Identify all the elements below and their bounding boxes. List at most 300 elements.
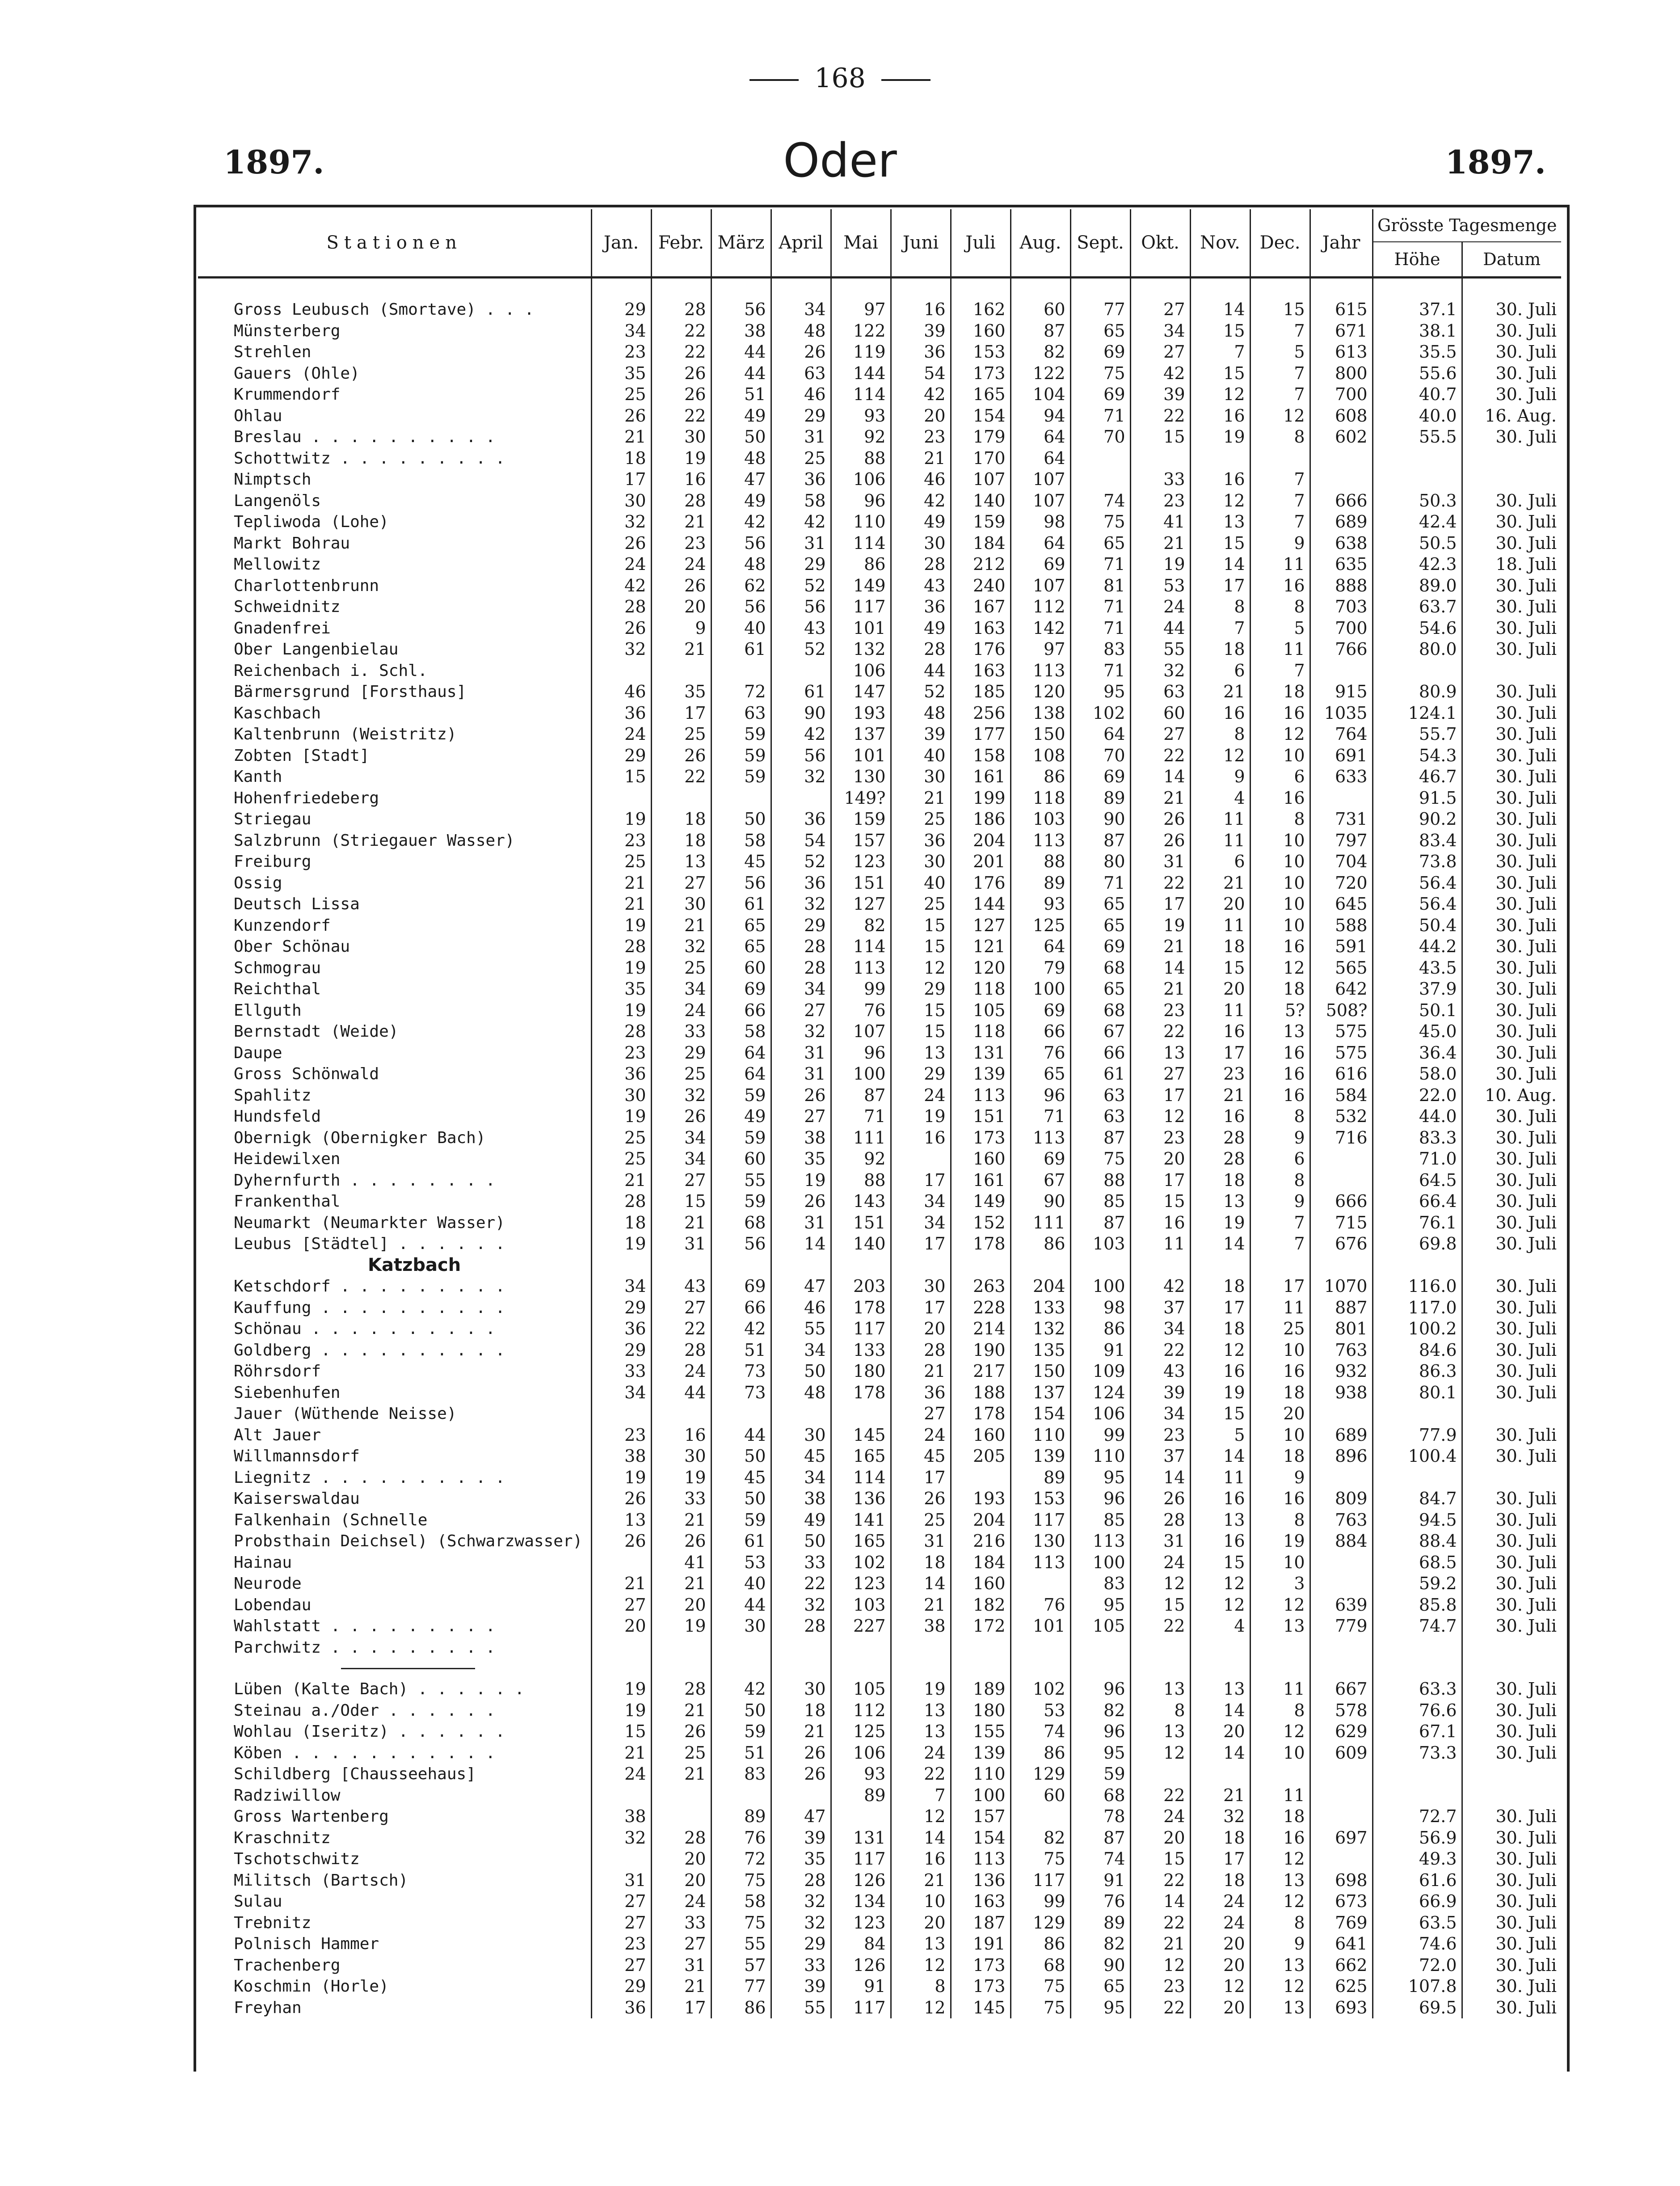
month-value: 178 xyxy=(831,1297,891,1319)
station-name: Deutsch Lissa xyxy=(234,895,360,913)
month-value: 21 xyxy=(591,873,651,894)
month-value: 26 xyxy=(651,1531,711,1552)
month-value: 35 xyxy=(591,363,651,384)
month-value: 46 xyxy=(591,681,651,703)
month-value: 21 xyxy=(1190,681,1250,703)
divider-cell xyxy=(1250,1658,1310,1679)
max-height: 85.8 xyxy=(1373,1595,1462,1616)
max-date: 30. Juli xyxy=(1462,1933,1561,1955)
month-value: 42 xyxy=(1130,363,1190,384)
max-height: 67.1 xyxy=(1373,1721,1462,1743)
month-value: 18 xyxy=(1190,1170,1250,1191)
max-date: 30. Juli xyxy=(1462,1531,1561,1552)
month-value: 89 xyxy=(711,1806,771,1827)
month-value: 140 xyxy=(951,490,1011,512)
month-value: 118 xyxy=(951,979,1011,1000)
month-value: 173 xyxy=(951,1955,1011,1976)
month-value: 17 xyxy=(1130,894,1190,915)
max-height: 73.8 xyxy=(1373,851,1462,873)
year-total: 715 xyxy=(1310,1212,1373,1234)
max-date: 30. Juli xyxy=(1462,1552,1561,1574)
month-value: 66 xyxy=(711,1000,771,1021)
month-value: 66 xyxy=(1070,1042,1130,1064)
month-value: 8 xyxy=(1250,1700,1310,1722)
month-value: 88 xyxy=(831,1170,891,1191)
month-value: 7 xyxy=(1250,1233,1310,1255)
month-value: 10 xyxy=(1250,894,1310,915)
month-value: 55 xyxy=(1130,639,1190,660)
month-value: 6 xyxy=(1250,1148,1310,1170)
station-row xyxy=(198,1785,1561,1806)
month-value: 69 xyxy=(711,1276,771,1297)
month-value: 100 xyxy=(951,1785,1011,1806)
year-total: 896 xyxy=(1310,1446,1373,1467)
year-total: 700 xyxy=(1310,618,1373,639)
month-value: 16 xyxy=(1250,788,1310,809)
spacer-cell xyxy=(771,278,831,300)
station-name: Steinau a./Oder . . . . . . xyxy=(234,1701,496,1720)
month-value: 98 xyxy=(1070,1297,1130,1319)
month-value: 131 xyxy=(831,1827,891,1849)
station-row xyxy=(198,1997,1561,2019)
month-value: 34 xyxy=(651,979,711,1000)
month-value: 100 xyxy=(1070,1276,1130,1297)
month-value: 86 xyxy=(831,554,891,575)
month-value: 94 xyxy=(1011,405,1070,427)
month-value: 25 xyxy=(891,894,951,915)
station-row xyxy=(198,1827,1561,1849)
divider-cell xyxy=(891,1658,951,1679)
month-value: 35 xyxy=(771,1148,831,1170)
max-height: 42.3 xyxy=(1373,554,1462,575)
month-value: 31 xyxy=(771,533,831,554)
month-value: 12 xyxy=(1250,1891,1310,1912)
month-value: 65 xyxy=(1070,533,1130,554)
month-value: 34 xyxy=(771,1467,831,1489)
month-value: 131 xyxy=(951,1042,1011,1064)
month-value: 56 xyxy=(711,299,771,321)
divider-cell xyxy=(951,1658,1011,1679)
station-row xyxy=(198,1616,1561,1637)
month-value: 12 xyxy=(1190,1340,1250,1361)
month-value: 104 xyxy=(1011,384,1070,405)
max-date: 30. Juli xyxy=(1462,1743,1561,1764)
month-value: 149 xyxy=(831,575,891,597)
year-total xyxy=(1310,448,1373,469)
month-value: 28 xyxy=(771,1870,831,1891)
month-value: 61 xyxy=(771,681,831,703)
month-value: 9 xyxy=(1250,1127,1310,1149)
max-height: 68.5 xyxy=(1373,1552,1462,1574)
month-value: 74 xyxy=(1070,490,1130,512)
month-value: 18 xyxy=(651,809,711,830)
month-value: 145 xyxy=(951,1997,1011,2019)
month-value: 19 xyxy=(891,1679,951,1700)
divider-cell xyxy=(1373,1658,1462,1679)
spacer-cell xyxy=(651,278,711,300)
month-value: 56 xyxy=(711,533,771,554)
month-value: 23 xyxy=(591,1933,651,1955)
month-value: 22 xyxy=(651,342,711,363)
max-date: 30. Juli xyxy=(1462,1616,1561,1637)
month-value: 43 xyxy=(771,618,831,639)
month-value: 120 xyxy=(951,958,1011,979)
divider-cell xyxy=(1011,1658,1070,1679)
month-value: 40 xyxy=(711,618,771,639)
max-height: 107.8 xyxy=(1373,1976,1462,1997)
month-value: 64 xyxy=(1011,533,1070,554)
max-height: 55.5 xyxy=(1373,426,1462,448)
month-value: 44 xyxy=(711,1425,771,1446)
month-value: 15 xyxy=(891,1000,951,1021)
section-title: Katzbach xyxy=(368,1254,461,1275)
station-name: Kraschnitz xyxy=(234,1828,331,1847)
month-value: 36 xyxy=(591,703,651,724)
year-total: 764 xyxy=(1310,724,1373,745)
month-value: 17 xyxy=(1190,1042,1250,1064)
month-value: 90 xyxy=(1070,809,1130,830)
month-value: 61 xyxy=(711,639,771,660)
month-value: 43 xyxy=(651,1276,711,1297)
station-name: Breslau . . . . . . . . . . xyxy=(234,428,496,446)
month-value: 65 xyxy=(1070,979,1130,1000)
month-value: 45 xyxy=(711,1467,771,1489)
month-value: 35 xyxy=(591,979,651,1000)
max-date: 30. Juli xyxy=(1462,724,1561,745)
month-value: 162 xyxy=(951,299,1011,321)
station-name: Kaltenbrunn (Weistritz) xyxy=(234,725,457,743)
month-value: 52 xyxy=(891,681,951,703)
month-value: 12 xyxy=(1190,1595,1250,1616)
month-value: 184 xyxy=(951,1552,1011,1574)
month-value: 34 xyxy=(591,1382,651,1404)
month-value: 113 xyxy=(1011,1127,1070,1149)
month-value: 33 xyxy=(771,1552,831,1574)
month-value: 26 xyxy=(651,384,711,405)
month-value: 102 xyxy=(1070,703,1130,724)
year-total: 666 xyxy=(1310,1191,1373,1212)
station-name: Charlottenbrunn xyxy=(234,576,379,595)
station-name: Radziwillow xyxy=(234,1786,341,1805)
month-value: 217 xyxy=(951,1361,1011,1382)
month-value: 22 xyxy=(1130,1997,1190,2019)
station-name: Frankenthal xyxy=(234,1192,341,1211)
month-value: 144 xyxy=(951,894,1011,915)
month-value: 19 xyxy=(591,1467,651,1489)
month-value: 67 xyxy=(1070,1021,1130,1042)
station-row xyxy=(198,1933,1561,1955)
station-row xyxy=(198,660,1561,682)
month-value: 26 xyxy=(771,342,831,363)
month-value: 95 xyxy=(1070,1467,1130,1489)
max-height: 63.5 xyxy=(1373,1912,1462,1934)
max-height: 44.2 xyxy=(1373,936,1462,958)
month-value: 23 xyxy=(1130,1425,1190,1446)
month-value: 13 xyxy=(1190,1679,1250,1700)
month-value: 18 xyxy=(1250,1806,1310,1827)
month-value: 48 xyxy=(711,554,771,575)
month-value: 14 xyxy=(1130,1467,1190,1489)
month-value: 107 xyxy=(951,469,1011,490)
month-value: 40 xyxy=(711,1573,771,1595)
month-value: 96 xyxy=(831,1042,891,1064)
month-value: 26 xyxy=(591,618,651,639)
month-value: 15 xyxy=(1190,363,1250,384)
month-value: 50 xyxy=(711,1488,771,1510)
month-value: 26 xyxy=(891,1488,951,1510)
month-value: 13 xyxy=(1190,1510,1250,1531)
month-value: 13 xyxy=(891,1933,951,1955)
month-value: 41 xyxy=(651,1552,711,1574)
month-value: 16 xyxy=(1190,1106,1250,1127)
month-value: 21 xyxy=(891,1595,951,1616)
max-date: 30. Juli xyxy=(1462,1425,1561,1446)
month-value: 126 xyxy=(831,1955,891,1976)
max-date: 30. Juli xyxy=(1462,596,1561,618)
max-height xyxy=(1373,1403,1462,1425)
month-value: 42 xyxy=(711,1679,771,1700)
month-value: 26 xyxy=(591,1531,651,1552)
month-value: 59 xyxy=(711,745,771,767)
month-value: 20 xyxy=(891,405,951,427)
month-value: 17 xyxy=(891,1297,951,1319)
station-name: Reichthal xyxy=(234,980,321,998)
month-value: 103 xyxy=(1011,809,1070,830)
max-date: 10. Aug. xyxy=(1462,1085,1561,1106)
station-name: Strehlen xyxy=(234,343,312,361)
month-value: 82 xyxy=(1011,342,1070,363)
header-jahr: Jahr xyxy=(1310,209,1373,278)
month-value: 27 xyxy=(651,1170,711,1191)
month-value: 107 xyxy=(1011,490,1070,512)
month-value: 91 xyxy=(831,1976,891,1997)
month-value: 46 xyxy=(771,384,831,405)
month-value: 12 xyxy=(891,1997,951,2019)
month-value xyxy=(1190,448,1250,469)
month-value: 15 xyxy=(651,1191,711,1212)
month-value: 33 xyxy=(771,1955,831,1976)
header-month: Sept. xyxy=(1070,209,1130,278)
year-total: 667 xyxy=(1310,1679,1373,1700)
max-date xyxy=(1462,1764,1561,1785)
month-value: 28 xyxy=(651,490,711,512)
month-value: 11 xyxy=(1250,639,1310,660)
station-name: Neumarkt (Neumarkter Wasser) xyxy=(234,1213,505,1232)
month-value: 8 xyxy=(1250,1912,1310,1934)
month-value: 201 xyxy=(951,851,1011,873)
month-value: 30 xyxy=(891,766,951,788)
month-value: 21 xyxy=(651,1510,711,1531)
month-value: 204 xyxy=(951,830,1011,852)
month-value: 140 xyxy=(831,1233,891,1255)
month-value: 113 xyxy=(1011,660,1070,682)
month-value: 85 xyxy=(1070,1510,1130,1531)
year-total: 575 xyxy=(1310,1021,1373,1042)
month-value: 24 xyxy=(651,1000,711,1021)
station-name: Polnisch Hammer xyxy=(234,1935,379,1953)
spacer-cell xyxy=(1373,278,1462,300)
month-value: 45 xyxy=(771,1446,831,1467)
month-value: 19 xyxy=(591,915,651,937)
month-value: 39 xyxy=(891,724,951,745)
month-value: 32 xyxy=(771,1021,831,1042)
station-row xyxy=(198,1552,1561,1574)
month-value: 99 xyxy=(831,979,891,1000)
month-value: 12 xyxy=(1130,1955,1190,1976)
month-value: 32 xyxy=(771,1912,831,1934)
month-value: 173 xyxy=(951,1127,1011,1149)
month-value: 20 xyxy=(1250,1403,1310,1425)
header-stationen: Stationen xyxy=(198,209,591,278)
month-value: 6 xyxy=(1190,660,1250,682)
month-value: 28 xyxy=(651,1679,711,1700)
station-row xyxy=(198,809,1561,830)
max-height: 72.7 xyxy=(1373,1806,1462,1827)
month-value: 15 xyxy=(1130,1848,1190,1870)
month-value: 67 xyxy=(1011,1170,1070,1191)
month-value: 75 xyxy=(1070,1148,1130,1170)
year-total: 915 xyxy=(1310,681,1373,703)
station-name: Tepliwoda (Lohe) xyxy=(234,513,389,531)
month-value: 154 xyxy=(951,1827,1011,1849)
month-value: 15 xyxy=(591,1721,651,1743)
month-value: 87 xyxy=(1070,1127,1130,1149)
month-value: 31 xyxy=(771,1212,831,1234)
month-value: 180 xyxy=(831,1361,891,1382)
spacer-cell xyxy=(1190,278,1250,300)
station-name: Alt Jauer xyxy=(234,1426,321,1444)
max-height: 43.5 xyxy=(1373,958,1462,979)
month-value: 151 xyxy=(831,1212,891,1234)
month-value: 19 xyxy=(651,1616,711,1637)
max-height: 73.3 xyxy=(1373,1743,1462,1764)
month-value xyxy=(651,788,711,809)
month-value: 13 xyxy=(891,1042,951,1064)
month-value: 33 xyxy=(1130,469,1190,490)
station-name: Schweidnitz xyxy=(234,598,341,616)
month-value: 49 xyxy=(891,618,951,639)
month-value: 38 xyxy=(771,1488,831,1510)
month-value xyxy=(1070,1637,1130,1658)
month-value xyxy=(711,1637,771,1658)
month-value: 24 xyxy=(591,724,651,745)
month-value: 31 xyxy=(651,1233,711,1255)
month-value: 205 xyxy=(951,1446,1011,1467)
month-value: 34 xyxy=(651,1127,711,1149)
month-value: 20 xyxy=(651,1595,711,1616)
max-height: 54.3 xyxy=(1373,745,1462,767)
month-value: 18 xyxy=(1250,979,1310,1000)
month-value xyxy=(651,660,711,682)
month-value: 87 xyxy=(1011,321,1070,342)
month-value: 16 xyxy=(1250,1085,1310,1106)
year-total: 508? xyxy=(1310,1000,1373,1021)
station-name: Schildberg [Chausseehaus] xyxy=(234,1765,476,1783)
month-value: 22 xyxy=(651,321,711,342)
station-name: Striegau xyxy=(234,810,312,828)
month-value: 105 xyxy=(951,1000,1011,1021)
month-value: 16 xyxy=(1250,1063,1310,1085)
month-value: 16 xyxy=(1250,1042,1310,1064)
month-value xyxy=(1190,1764,1250,1785)
month-value: 21 xyxy=(651,915,711,937)
month-value: 157 xyxy=(831,830,891,852)
month-value: 22 xyxy=(771,1573,831,1595)
month-value: 12 xyxy=(1190,1573,1250,1595)
month-value: 27 xyxy=(651,1297,711,1319)
month-value: 87 xyxy=(831,1085,891,1106)
month-value: 101 xyxy=(1011,1616,1070,1637)
month-value: 69 xyxy=(1011,554,1070,575)
month-value: 27 xyxy=(591,1595,651,1616)
month-value: 49 xyxy=(711,405,771,427)
month-value: 68 xyxy=(711,1212,771,1234)
station-row xyxy=(198,703,1561,724)
max-date: 30. Juli xyxy=(1462,363,1561,384)
month-value: 30 xyxy=(891,1276,951,1297)
month-value: 69 xyxy=(1011,1000,1070,1021)
month-value: 105 xyxy=(1070,1616,1130,1637)
month-value: 11 xyxy=(1190,1467,1250,1489)
month-value: 95 xyxy=(1070,681,1130,703)
year-total: 565 xyxy=(1310,958,1373,979)
month-value: 163 xyxy=(951,660,1011,682)
station-row xyxy=(198,448,1561,469)
month-value: 44 xyxy=(711,342,771,363)
month-value: 163 xyxy=(951,618,1011,639)
month-value: 33 xyxy=(651,1912,711,1934)
year-total: 609 xyxy=(1310,1743,1373,1764)
year-total: 801 xyxy=(1310,1318,1373,1340)
month-value: 4 xyxy=(1190,1616,1250,1637)
month-value: 34 xyxy=(1130,1403,1190,1425)
month-value: 100 xyxy=(1070,1552,1130,1574)
month-value: 132 xyxy=(1011,1318,1070,1340)
month-value: 17 xyxy=(1190,1297,1250,1319)
month-value: 21 xyxy=(1130,936,1190,958)
max-date: 30. Juli xyxy=(1462,1510,1561,1531)
month-value: 16 xyxy=(891,299,951,321)
month-value: 68 xyxy=(1070,1000,1130,1021)
max-date: 30. Juli xyxy=(1462,639,1561,660)
station-name: Lobendau xyxy=(234,1595,312,1614)
month-value: 113 xyxy=(1011,830,1070,852)
month-value: 25 xyxy=(651,958,711,979)
month-value: 114 xyxy=(831,533,891,554)
year-total: 689 xyxy=(1310,1425,1373,1446)
max-date: 30. Juli xyxy=(1462,1446,1561,1467)
month-value: 13 xyxy=(651,851,711,873)
month-value: 24 xyxy=(1130,596,1190,618)
month-value: 83 xyxy=(1070,639,1130,660)
month-value: 34 xyxy=(651,1148,711,1170)
month-value: 7 xyxy=(1250,384,1310,405)
section-empty xyxy=(1462,1255,1561,1276)
month-value: 17 xyxy=(651,703,711,724)
month-value: 87 xyxy=(1070,1827,1130,1849)
month-value: 8 xyxy=(1190,724,1250,745)
station-name: Daupe xyxy=(234,1043,282,1062)
max-date: 30. Juli xyxy=(1462,618,1561,639)
month-value: 21 xyxy=(1190,1085,1250,1106)
month-value: 153 xyxy=(951,342,1011,363)
year-total: 888 xyxy=(1310,575,1373,597)
max-height: 80.0 xyxy=(1373,639,1462,660)
month-value: 21 xyxy=(1130,533,1190,554)
max-date xyxy=(1462,469,1561,490)
station-name: Röhrsdorf xyxy=(234,1362,321,1380)
max-height: 61.6 xyxy=(1373,1870,1462,1891)
